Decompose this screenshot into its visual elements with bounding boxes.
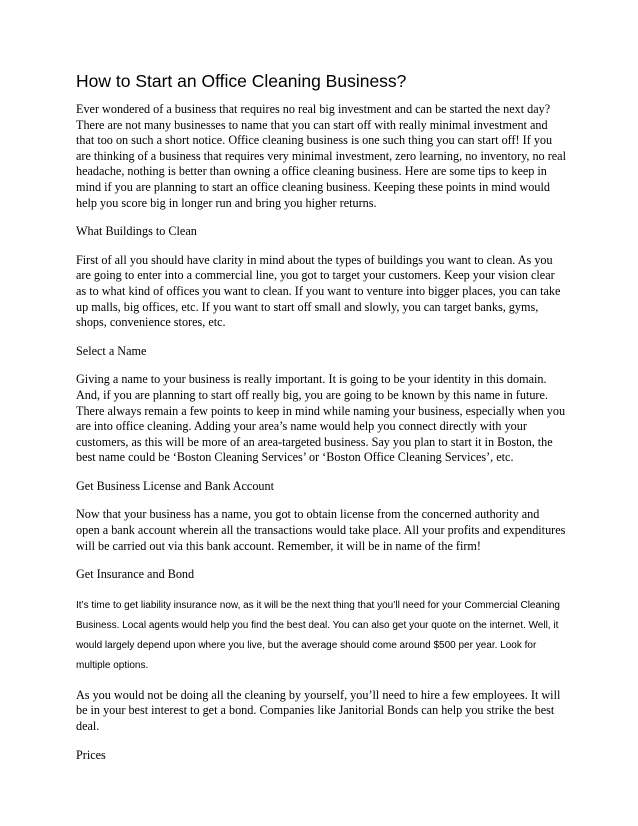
intro-paragraph: Ever wondered of a business that requires no real big investment and can be started the next day? There are not many businesses to name that you can start off with really minimal investment and that too on such a short notice. Office cleaning business is one such thing you can start off! If you are thinking of a business that requires very minimal investment, zero learning, no inventory, no real headache, nothing is better than owning a office cleaning business. Here are some tips to keep in mind if you are planning to start an office cleaning business. Keeping these points in mind would help you score big in longer run and bring you higher returns. [76, 102, 566, 210]
document-title: How to Start an Office Cleaning Business? [76, 71, 407, 91]
section-heading-buildings: What Buildings to Clean [76, 224, 197, 239]
section-heading-license: Get Business License and Bank Account [76, 478, 275, 493]
section-body-insurance-sans: It’s time to get liability insurance now, as it will be the next thing that you’ll need for your Commercial Cleaning Business. Local agents would help you find the best deal. You can also get your quote on the internet. Well, it would largely depend upon where you live, but the average should come around $500 per year. Look for multiple options. [76, 599, 560, 671]
section-heading-insurance: Get Insurance and Bond [76, 567, 195, 582]
section-body-license: Now that your business has a name, you got to obtain license from the concerned authority and open a bank account wherein all the transactions would take place. All your profits and expenditures will be carried out via this bank account. Remember, it will be in name of the firm! [76, 507, 566, 553]
document-page [76, 70, 566, 776]
section-heading-name: Select a Name [76, 343, 147, 358]
section-body-insurance: As you would not be doing all the cleaning by yourself, you’ll need to hire a few employees. It will be in your best interest to get a bond. Companies like Janitorial Bonds can help you strike the best deal. [76, 687, 561, 734]
section-heading-prices: Prices [76, 747, 106, 762]
section-body-buildings: First of all you should have clarity in mind about the types of buildings you want to clean. As you are going to enter into a commercial line, you got to target your customers. Keep your vision clear as to what kind of offices you want to clean. If you want to venture into bigger places, you can take up malls, big offices, etc. If you want to start off small and slowly, you can target banks, gyms, shops, convenience stores, etc. [76, 252, 561, 330]
section-body-name: Giving a name to your business is really important. It is going to be your identity in this domain. And, if you are planning to start off really big, you are going to be known by this name in future. There always remain a few points to keep in mind while naming your business, especially when you are into office cleaning. Adding your area’s name would help you connect directly with your customers, as this will be more of an area-targeted business. Say you plan to start it in Boston, the best name could be ‘Boston Cleaning Services’ or ‘Boston Office Cleaning Services’, etc. [76, 372, 566, 465]
